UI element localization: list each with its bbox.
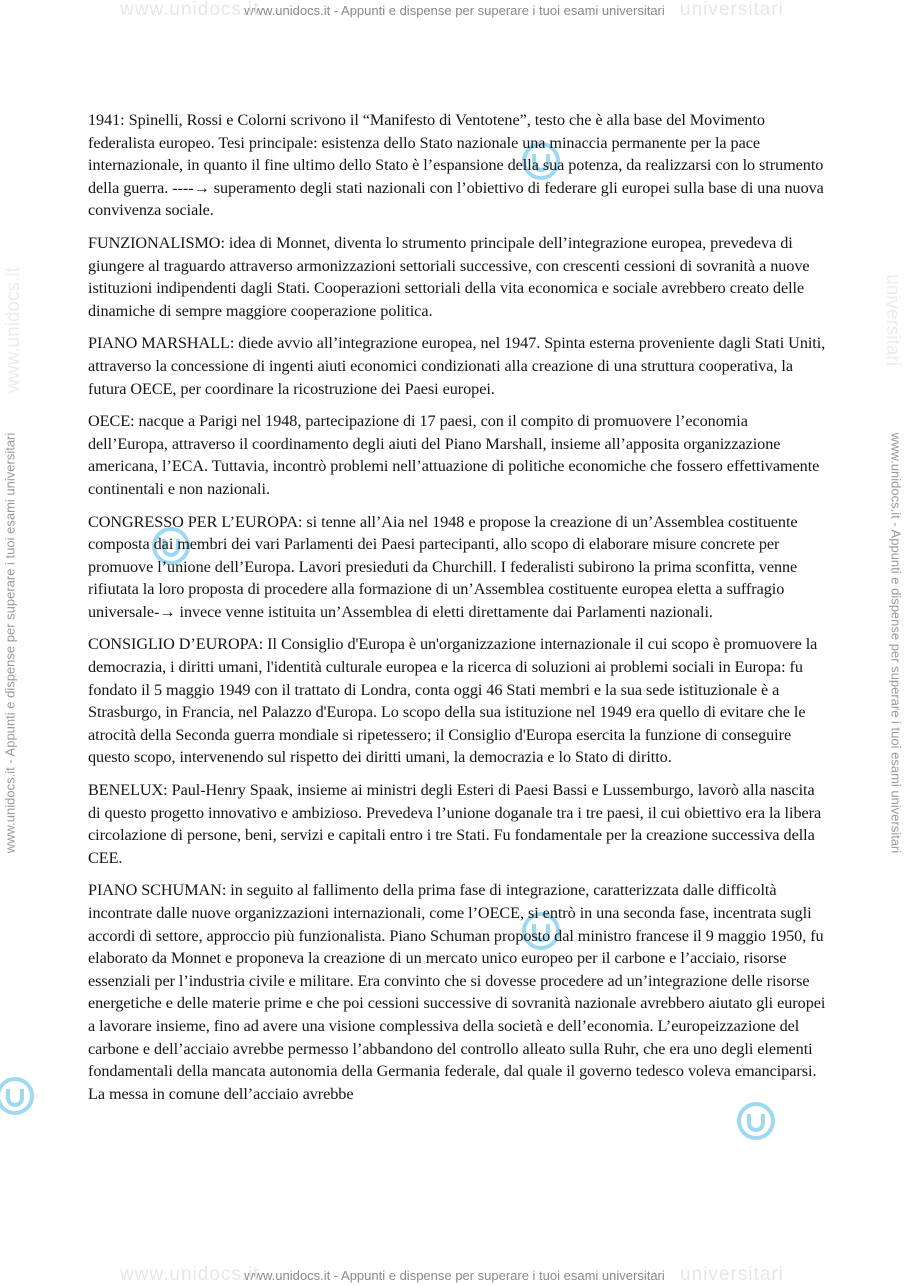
paragraph-benelux: BENELUX: Paul-Henry Spaak, insieme ai ministri degli Esteri di Paesi Bassi e Lussemburgo, lavorò alla nascita di questo progetto innovativo e ambizioso. Prevedeva l’unione doganale tra i tre paesi, il cui obiettivo era la libera circolazione di persone, beni, servizi e capitali entro i tre Stati. Fu fondamentale per la creazione successiva della CEE. [88,781,822,867]
watermark-ghost-right-bottom: universitari [680,1264,784,1285]
paragraph-piano-marshall: PIANO MARSHALL: diede avvio all’integrazione europea, nel 1947. Spinta esterna proveniente dagli Stati Uniti, attraverso la concessione di ingenti aiuti economici condizionati alla creazione di una struttura cooperativa, la futura OECE, per coordinare la ricostruzione dei Paesi europei. [88,334,826,398]
watermark-ghost-side-right: universitari [882,274,903,366]
paragraph-consiglio-europa: CONSIGLIO D’EUROPA: Il Consiglio d'Europa è un'organizzazione internazionale il cui scopo è promuovere la democrazia, i diritti umani, l'identità culturale europea e la ricerca di soluzioni ai problemi sociali in Europa: fu fondato il 5 maggio 1949 con il trattato di Londra, conta oggi 46 Stati membri e la sua sede istituzionale è a Strasburgo, in Francia, nel Palazzo d'Europa. Lo scopo della sua istituzione nel 1949 era quello di evitare che le atrocità della Seconda guerra mondiale si ripetessero; il Consiglio d'Europa esercita la funzione di conseguire questo scopo, intervenendo sul rispetto dei diritti umani, la democrazia e lo Stato di diritto. [88,635,818,767]
paragraph-funzionalismo: FUNZIONALISMO: idea di Monnet, diventa lo strumento principale dell’integrazione europea, prevedeva di giungere al traguardo attraverso armonizzazioni settoriali successive, con crescenti cessioni di sovranità a nuove istituzioni indipendenti dagli Stati. Cooperazioni settoriali della vita economica e sociale avrebbero creato delle dinamiche di sempre maggiore cooperazione politica. [88,233,810,320]
watermark-ghost-right-top: universitari [680,0,784,20]
watermark-banner-bottom [0,1264,909,1285]
unidocs-logo-icon [0,1075,36,1117]
watermark-side-right: www.unidocs.it - Appunti e dispense per superare i tuoi esami universitari [888,432,904,854]
paragraph-piano-schuman: PIANO SCHUMAN: in seguito al fallimento della prima fase di integrazione, caratterizzata dalle difficoltà incontrate dalle nuove organizzazioni internazionali, come l’OECE, si entrò in una seconda fase, incentrata sugli accordi di settore, approccio più funzionalista. Piano Schuman proposto dal ministro francese il 9 maggio 1950, fu elaborato da Monnet e proponeva la creazione di un mercato unico europeo per il carbone e l’acciaio, risorse essenziali per l’industria civile e militare. Era convinto che si dovesse procedere ad un’integrazione delle risorse energetiche e delle materie prime e che poi cessioni successive di sovranità nazionale avrebbero aiutato gli europei a lavorare insieme, fino ad avere una visione complessiva della società e dell’economia. L’europeizzazione del carbone e dell’acciaio avrebbe permesso l’abbandono del controllo alleato sulla Ruhr, che era uno degli elementi fondamentali della mancata autonomia della Germania federale, dal quale il governo tedesco voleva emanciparsi. La messa in comune dell’acciaio avrebbe [88,881,826,1103]
paragraph-oece: OECE: nacque a Parigi nel 1948, partecipazione di 17 paesi, con il compito di promuovere l’economia dell’Europa, attraverso il coordinamento degli aiuti del Piano Marshall, insieme all’apposita organizzazione americana, l’ECA. Tuttavia, incontrò problemi nell’attuazione di politiche economiche che fossero effettivamente continentali e non nazionali. [88,412,820,498]
watermark-side-left: www.unidocs.it - Appunti e dispense per superare i tuoi esami universitari [2,432,18,854]
paragraph-ventotene: 1941: Spinelli, Rossi e Colorni scrivono il “Manifesto di Ventotene”, testo che è alla base del Movimento federalista europeo. Tesi principale: esistenza dello Stato nazionale una minaccia permanente per la pace internazionale, in quanto il fine ultimo dello Stato è l’espansione della sua potenza, da realizzarsi con lo strumento della guerra. ----→ superamento degli stati nazionali con l’obiettivo di federare gli europei sulla base di una nuova convivenza sociale. [88,111,824,220]
watermark-banner-bottom-text: www.unidocs.it - Appunti e dispense per superare i tuoi esami universitari [244,1268,665,1283]
document-body [88,109,828,1115]
watermark-ghost-left-top: www.unidocs.it [120,0,260,20]
watermark-banner-top [0,0,909,20]
watermark-ghost-left-bottom: www.unidocs.it [120,1264,260,1285]
paragraph-congresso-europa: CONGRESSO PER L’EUROPA: si tenne all’Aia nel 1948 e propose la creazione di un’Assemblea costituente composta dai membri dei vari Parlamenti dei Paesi partecipanti, allo scopo di elaborare misure concrete per promuove l’unione dell’Europa. Lavori presieduti da Churchill. I federalisti subirono la prima sconfitta, venne rifiutata la loro proposta di procedere alla formazione di un’Assemblea costituente europea eletta a suffragio universale-→ invece venne istituita un’Assemblea di eletti direttamente dai Parlamenti nazionali. [88,512,798,621]
watermark-ghost-side-left: www.unidocs.it [3,267,24,393]
watermark-banner-top-text: www.unidocs.it - Appunti e dispense per superare i tuoi esami universitari [244,3,665,18]
